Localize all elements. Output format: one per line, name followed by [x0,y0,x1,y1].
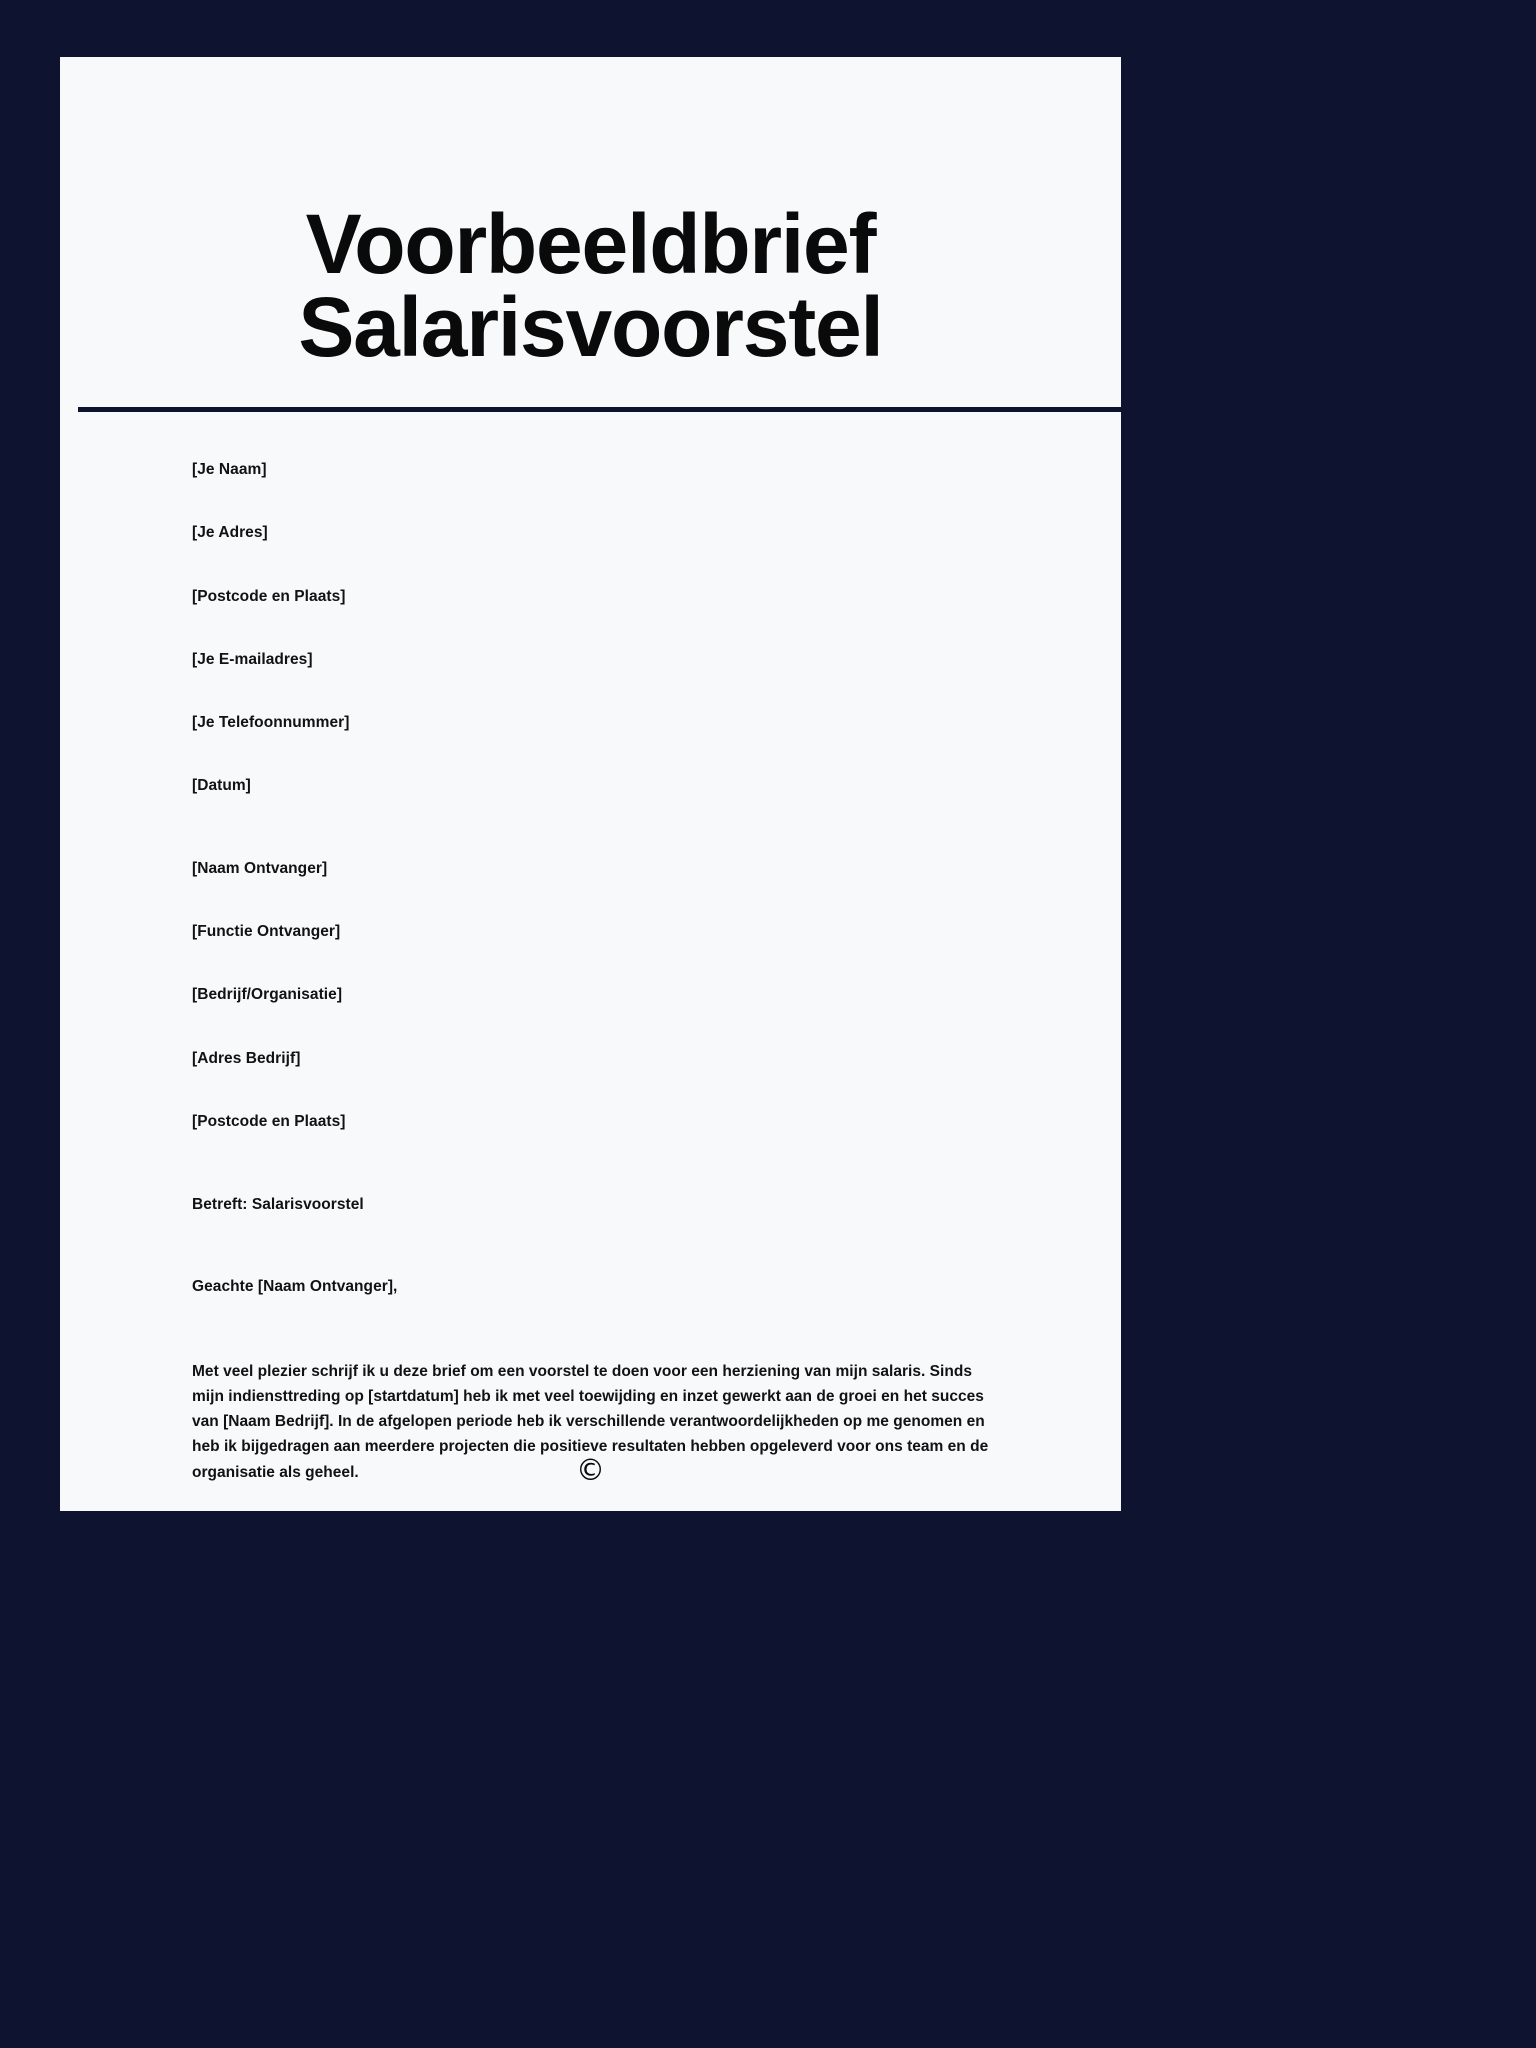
letter-body [60,412,1121,1487]
letter-date: [Datum] [192,777,251,795]
recipient-company: [Bedrijf/Organisatie] [192,986,343,1004]
sender-address: [Je Adres] [192,524,268,542]
page-title [82,197,1099,375]
letter-subject: Betreft: Salarisvoorstel [192,1195,364,1213]
sender-postcode-city: [Postcode en Plaats] [192,587,346,605]
sender-name: [Je Naam] [192,461,267,479]
page-title-line-1: Voorbeeldbrief [305,197,876,291]
recipient-function: [Functie Ontvanger] [192,923,341,941]
title-block [60,57,1121,375]
copyright-icon: © [576,1453,605,1487]
letter-salutation: Geachte [Naam Ontvanger], [192,1278,398,1295]
recipient-postcode-city: [Postcode en Plaats] [192,1112,346,1130]
page-title-line-2: Salarisvoorstel [298,280,883,375]
sender-email: [Je E-mailadres] [192,650,313,668]
recipient-name: [Naam Ontvanger] [192,860,328,878]
footer-copyright [60,1453,1121,1487]
letter-paragraph-1: Met veel plezier schrijf ik u deze brief om een voorstel te doen voor een herziening van mijn salaris. Sinds mijn indiensttreding op [startdatum] heb ik met veel toewijding en inzet gewerkt aan de groei en het succes van [Naam Bedrijf]. In de afgelopen periode heb ik verschillende verantwoordelijkheden op me genomen en heb ik bijgedragen aan meerdere projecten die positieve resultaten hebben opgeleverd voor ons team en de organisatie als geheel. [192,1363,989,1481]
recipient-address: [Adres Bedrijf] [192,1049,301,1067]
document-page [60,57,1121,1511]
sender-phone: [Je Telefoonnummer] [192,713,350,731]
